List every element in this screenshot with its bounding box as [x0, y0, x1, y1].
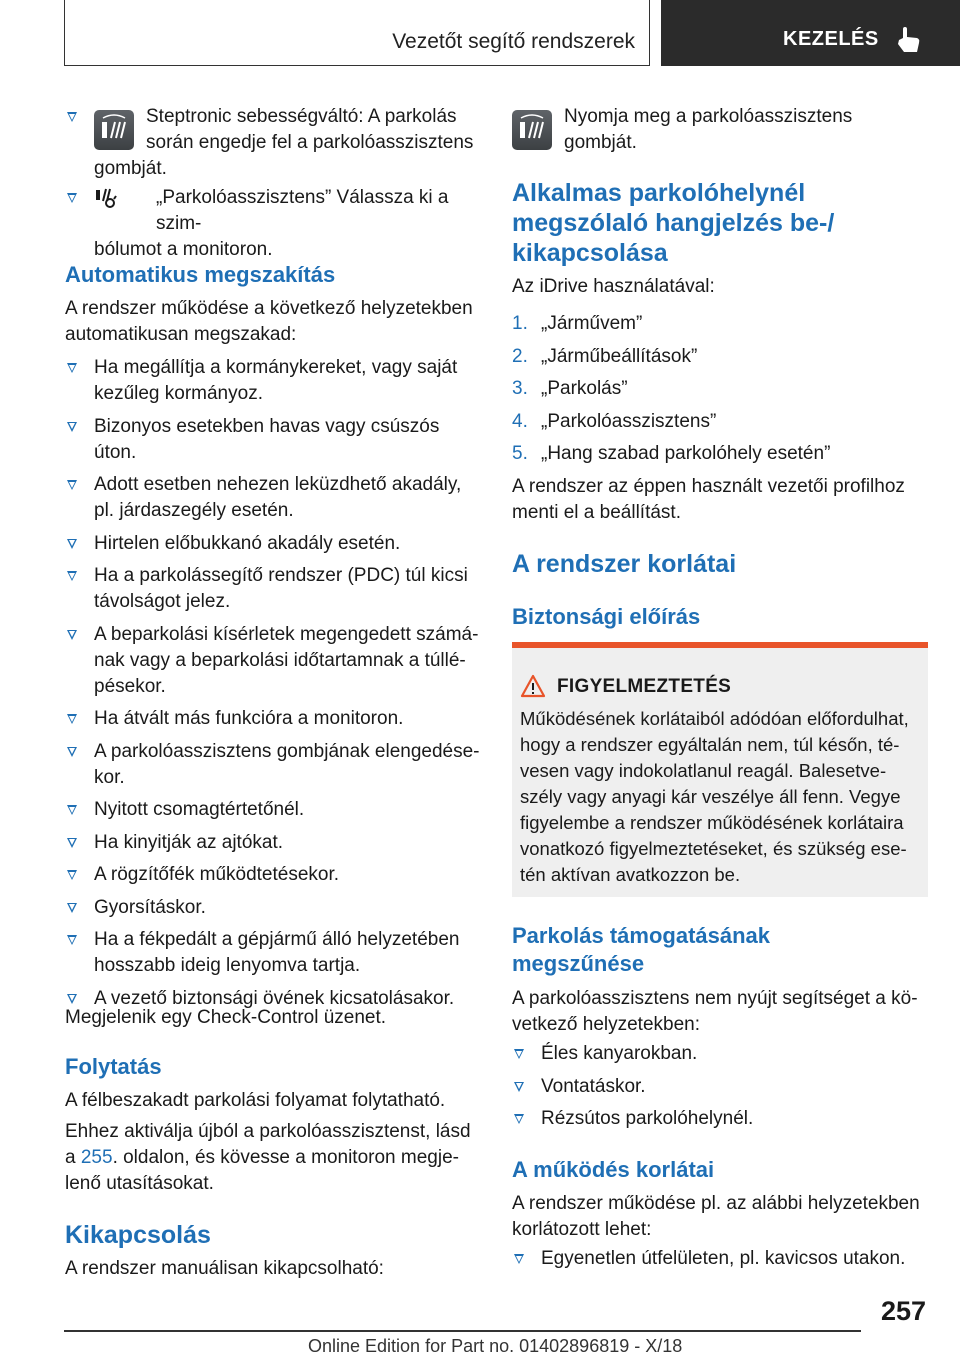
- list-item-text: A parkolóasszisztens gombjának elengedése-: [94, 740, 480, 762]
- list-item: [65, 830, 480, 856]
- warning-title: FIGYELMEZTETÉS: [557, 676, 732, 697]
- parking-assistant-symbol-icon: [94, 187, 118, 209]
- hand-pointer-icon: [895, 26, 921, 54]
- step-number: 4.: [512, 410, 528, 432]
- warning-line: vonatkozó figyelmeztetéseket, és szükség ese-: [520, 838, 907, 859]
- list-item-text-l2: bólumot a monitoron.: [94, 239, 273, 260]
- triangle-bullet-icon: [514, 1082, 524, 1092]
- section-heading-limits: A rendszer korlátai: [512, 550, 737, 578]
- list-item-text: A beparkolási kísérletek megengedett számá-: [94, 623, 479, 645]
- section-heading-safety: Biztonsági előírás: [512, 604, 701, 629]
- triangle-bullet-icon: [514, 1114, 524, 1124]
- footer-divider: [64, 1330, 861, 1332]
- chapter-tab: [661, 0, 960, 66]
- continue-text2-l2: [65, 1145, 480, 1171]
- list-item-text: Éles kanyarokban.: [541, 1043, 698, 1064]
- step-item: [512, 311, 928, 337]
- triangle-bullet-icon: [67, 805, 77, 815]
- triangle-bullet-icon: [67, 571, 77, 581]
- list-item-text: A rögzítőfék működtetésekor.: [94, 864, 340, 885]
- triangle-bullet-icon: [67, 422, 77, 432]
- end-text-l1: A parkolóasszisztens nem nyújt segítséget a kö-: [512, 988, 918, 1009]
- warning-text: [520, 706, 920, 888]
- page-link-255[interactable]: 255: [80, 1147, 113, 1168]
- list-item-text: Ha átvált más funkcióra a monitoron.: [94, 708, 404, 729]
- list-item-text: úton.: [94, 441, 137, 463]
- list-item: [512, 1246, 928, 1272]
- list-item-text: Ha megállítja a kormánykereket, vagy saját: [94, 357, 458, 378]
- edition-text: Online Edition for Part no. 01402896819 - X/18: [308, 1336, 683, 1356]
- step-text: „Járművem”: [541, 313, 643, 334]
- list-item: [512, 1041, 928, 1067]
- list-item: [65, 355, 480, 407]
- triangle-bullet-icon: [67, 870, 77, 880]
- triangle-bullet-icon: [67, 539, 77, 549]
- list-item: [65, 185, 480, 263]
- list-item: [65, 862, 480, 888]
- list-item-text: távolságot jelez.: [94, 591, 231, 612]
- triangle-bullet-icon: [67, 747, 77, 757]
- list-item-text-l3: gombját.: [94, 158, 167, 179]
- list-item: [65, 622, 480, 700]
- triangle-bullet-icon: [67, 630, 77, 640]
- step-number: 1.: [512, 313, 528, 334]
- step-item: [512, 441, 928, 467]
- section-title: Vezetőt segítő rendszerek: [392, 30, 635, 53]
- list-item: [65, 895, 480, 921]
- list-item: [65, 797, 480, 823]
- triangle-bullet-icon: [67, 994, 77, 1004]
- step-number: 3.: [512, 378, 528, 399]
- func-text-l1: A rendszer működése pl. az alábbi helyzetekben: [512, 1193, 920, 1214]
- sound-heading-l1: Alkalmas parkolóhelynél: [512, 179, 806, 207]
- list-item: [65, 739, 480, 791]
- warning-line: tén aktívan avatkozzon be.: [520, 864, 741, 885]
- warning-line: hogy a rendszer egyáltalán nem, túl későn, té-: [520, 734, 900, 755]
- section-heading-off: Kikapcsolás: [65, 1221, 211, 1249]
- triangle-bullet-icon: [514, 1049, 524, 1059]
- list-item: [65, 472, 480, 524]
- list-item-text: Bizonyos esetekben havas vagy csúszós: [94, 415, 440, 437]
- triangle-bullet-icon: [67, 112, 77, 122]
- triangle-bullet-icon: [67, 935, 77, 945]
- section-heading-func: A működés korlátai: [512, 1157, 715, 1182]
- warning-line: figyelembe a rendszer működésének korlátaira: [520, 812, 904, 833]
- idrive-text: Az iDrive használatával:: [512, 276, 715, 297]
- list-item-text: hosszabb ideig lenyomva tartja.: [94, 955, 361, 976]
- step-number: 2.: [512, 345, 528, 367]
- func-text-l2: korlátozott lehet:: [512, 1219, 652, 1240]
- step-text: „Parkolás”: [541, 378, 628, 399]
- check-control-text: Megjelenik egy Check-Control üzenet.: [65, 1007, 387, 1028]
- step-text: „Parkolóasszisztens”: [541, 410, 717, 432]
- parking-assistant-button-icon: [94, 110, 134, 150]
- list-item-text: Rézsútos parkolóhelynél.: [541, 1108, 754, 1129]
- section-heading-continue: Folytatás: [65, 1054, 162, 1079]
- press-button-text: Nyomja meg a parkolóasszisztens gombját.: [564, 106, 853, 153]
- section-heading-auto: Automatikus megszakítás: [65, 262, 336, 287]
- warning-line: vesen vagy indokolatlanul reagál. Balesetve-: [520, 760, 887, 781]
- list-item-text: A vezető biztonsági övének kicsatolásakor.: [94, 987, 455, 1009]
- continue-text2-l1: Ehhez aktiválja újból a parkolóasszisztenst, lásd: [65, 1121, 471, 1142]
- list-item-text: pésekor.: [94, 675, 166, 697]
- profile-text-l1: A rendszer az éppen használt vezetői profilhoz: [512, 476, 905, 497]
- list-item-text: Gyorsításkor.: [94, 896, 206, 918]
- auto-text-l2: automatikusan megszakad:: [65, 324, 297, 345]
- list-item-text: kezűleg kormányoz.: [94, 383, 263, 404]
- step-item: [512, 376, 928, 402]
- list-item-text: Egyenetlen útfelületen, pl. kavicsos utakon.: [541, 1248, 906, 1269]
- triangle-bullet-icon: [67, 363, 77, 373]
- triangle-bullet-icon: [67, 480, 77, 490]
- profile-text-l2: menti el a beállítást.: [512, 502, 681, 523]
- continue-text2-b: . oldalon, és kövesse a monitoron megje-: [112, 1147, 459, 1168]
- list-item-text-l1: „Parkolóasszisztens” Válassza ki a szim-: [156, 187, 449, 234]
- warning-line: Működésének korlátaiból adódóan előfordulhat,: [520, 708, 909, 729]
- off-text: A rendszer manuálisan kikapcsolható:: [65, 1258, 384, 1279]
- list-item: [65, 563, 480, 615]
- list-item: [512, 1106, 928, 1132]
- list-item: [512, 1074, 928, 1100]
- list-item: [65, 531, 480, 557]
- list-item: [65, 927, 480, 979]
- sound-heading-l3: kikapcsolása: [512, 239, 668, 267]
- parking-assistant-button-icon: [512, 110, 552, 150]
- warning-line: szély vagy anyagi kár veszélye áll fenn. Vegye: [520, 786, 901, 807]
- warning-triangle-icon: [520, 674, 546, 698]
- step-item: [512, 409, 928, 435]
- step-text: „Hang szabad parkolóhely esetén”: [541, 443, 831, 464]
- list-item-text: Adott esetben nehezen leküzdhető akadály,: [94, 474, 462, 495]
- step-text: „Járműbeállítások”: [541, 345, 698, 367]
- triangle-bullet-icon: [67, 193, 77, 203]
- step-item: [512, 344, 928, 370]
- list-item-text: Ha a parkolássegítő rendszer (PDC) túl kicsi: [94, 565, 468, 586]
- warning-box: [512, 642, 928, 897]
- triangle-bullet-icon: [67, 838, 77, 848]
- list-item-text: kor.: [94, 766, 125, 788]
- auto-text-l1: A rendszer működése a következő helyzetekben: [65, 298, 473, 319]
- list-item-text-l1: Steptronic sebességváltó: A parkolás: [146, 106, 457, 127]
- list-item-text: Ha kinyitják az ajtókat.: [94, 831, 284, 853]
- list-item-text: pl. járdaszegély esetén.: [94, 500, 294, 521]
- end-heading-l1: Parkolás támogatásának: [512, 923, 771, 948]
- continue-text2-a: a: [65, 1147, 81, 1168]
- list-item: [65, 414, 480, 466]
- triangle-bullet-icon: [67, 714, 77, 724]
- list-item-text: Nyitott csomagtértetőnél.: [94, 799, 305, 820]
- triangle-bullet-icon: [514, 1254, 524, 1264]
- triangle-bullet-icon: [67, 903, 77, 913]
- list-item-text: Hirtelen előbukkanó akadály esetén.: [94, 532, 401, 554]
- page-number: 257: [880, 1296, 926, 1326]
- continue-text2-l3: lenő utasításokat.: [65, 1173, 214, 1194]
- list-item: [65, 104, 480, 182]
- list-item-text: nak vagy a beparkolási időtartamnak a túllé-: [94, 649, 466, 671]
- sound-heading-l2: megszólaló hangjelzés be-/: [512, 209, 835, 237]
- list-item-text: Ha a fékpedált a gépjármű álló helyzetében: [94, 929, 460, 950]
- end-text-l2: vetkező helyzetekben:: [512, 1014, 701, 1035]
- list-item: [65, 706, 480, 732]
- continue-text: A félbeszakadt parkolási folyamat folytatható.: [65, 1090, 446, 1111]
- list-item-text-l2: során engedje fel a parkolóasszisztens: [146, 132, 474, 153]
- end-heading-l2: megszűnése: [512, 951, 645, 976]
- chapter-title: KEZELÉS: [783, 28, 879, 50]
- step-number: 5.: [512, 443, 528, 464]
- list-item-text: Vontatáskor.: [541, 1075, 646, 1097]
- header-frame: [64, 0, 650, 66]
